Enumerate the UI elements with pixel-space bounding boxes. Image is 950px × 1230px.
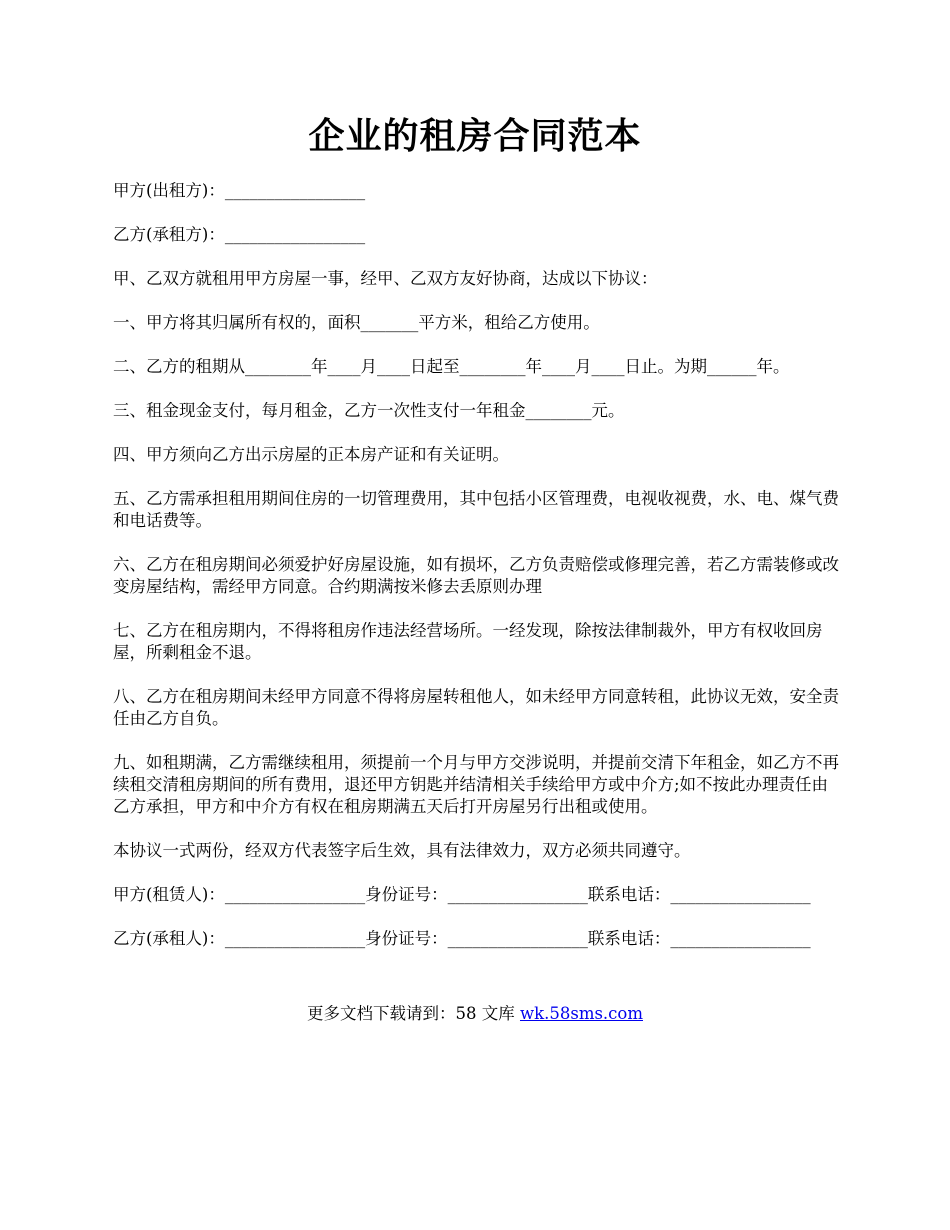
paragraph-clause-5: 五、乙方需承担租用期间住房的一切管理费用，其中包括小区管理费，电视收视费，水、电、煤气费和电话费等。	[113, 489, 839, 530]
signature-party-a: 甲方(租赁人)：_________________身份证号：_________________联系电话：_________________	[113, 885, 811, 904]
paragraph-clause-1: 一、甲方将其归属所有权的，面积_______平方米，租给乙方使用。	[113, 313, 600, 332]
paragraph-lessor: 甲方(出租方)：_________________	[113, 181, 366, 200]
paragraph-clause-4: 四、甲方须向乙方出示房屋的正本房产证和有关证明。	[113, 445, 509, 464]
paragraph-clause-7: 七、乙方在租房期内，不得将租房作违法经营场所。一经发现，除按法律制裁外，甲方有权收回房屋，所剩租金不退。	[113, 621, 823, 662]
paragraph-clause-3: 三、租金现金支付，每月租金，乙方一次性支付一年租金________元。	[113, 401, 625, 420]
footer-link[interactable]: wk.58sms.com	[519, 1004, 643, 1023]
signature-party-b: 乙方(承租人)：_________________身份证号：_________________联系电话：_________________	[113, 929, 811, 948]
paragraph-lessee: 乙方(承租方)：_________________	[113, 225, 366, 244]
paragraph-validity: 本协议一式两份，经双方代表签字后生效，具有法律效力，双方必须共同遵守。	[113, 841, 691, 860]
footer	[0, 1003, 950, 1025]
paragraph-clause-2: 二、乙方的租期从________年____月____日起至________年____月____日止。为期______年。	[113, 357, 790, 376]
paragraph-clause-9: 九、如租期满，乙方需继续租用，须提前一个月与甲方交涉说明，并提前交清下年租金，如乙方不再续租交清租房期间的所有费用，退还甲方钥匙并结清相关手续给甲方或中介方;如不按此办理责任由乙方承担，甲方和中介方有权在租房期满五天后打开房屋另行出租或使用。	[113, 753, 839, 816]
paragraph-clause-6: 六、乙方在租房期间必须爱护好房屋设施，如有损坏，乙方负责赔偿或修理完善，若乙方需装修或改变房屋结构，需经甲方同意。合约期满按米修去丢原则办理	[113, 555, 839, 596]
document-body	[113, 180, 840, 972]
paragraph-preamble: 甲、乙双方就租用甲方房屋一事，经甲、乙双方友好协商，达成以下协议：	[113, 269, 658, 288]
footer-text: 更多文档下载请到：58 文库	[306, 1004, 520, 1023]
document-title: 企业的租房合同范本	[308, 115, 642, 157]
paragraph-clause-8: 八、乙方在租房期间未经甲方同意不得将房屋转租他人，如未经甲方同意转租，此协议无效，安全责任由乙方自负。	[113, 687, 839, 728]
